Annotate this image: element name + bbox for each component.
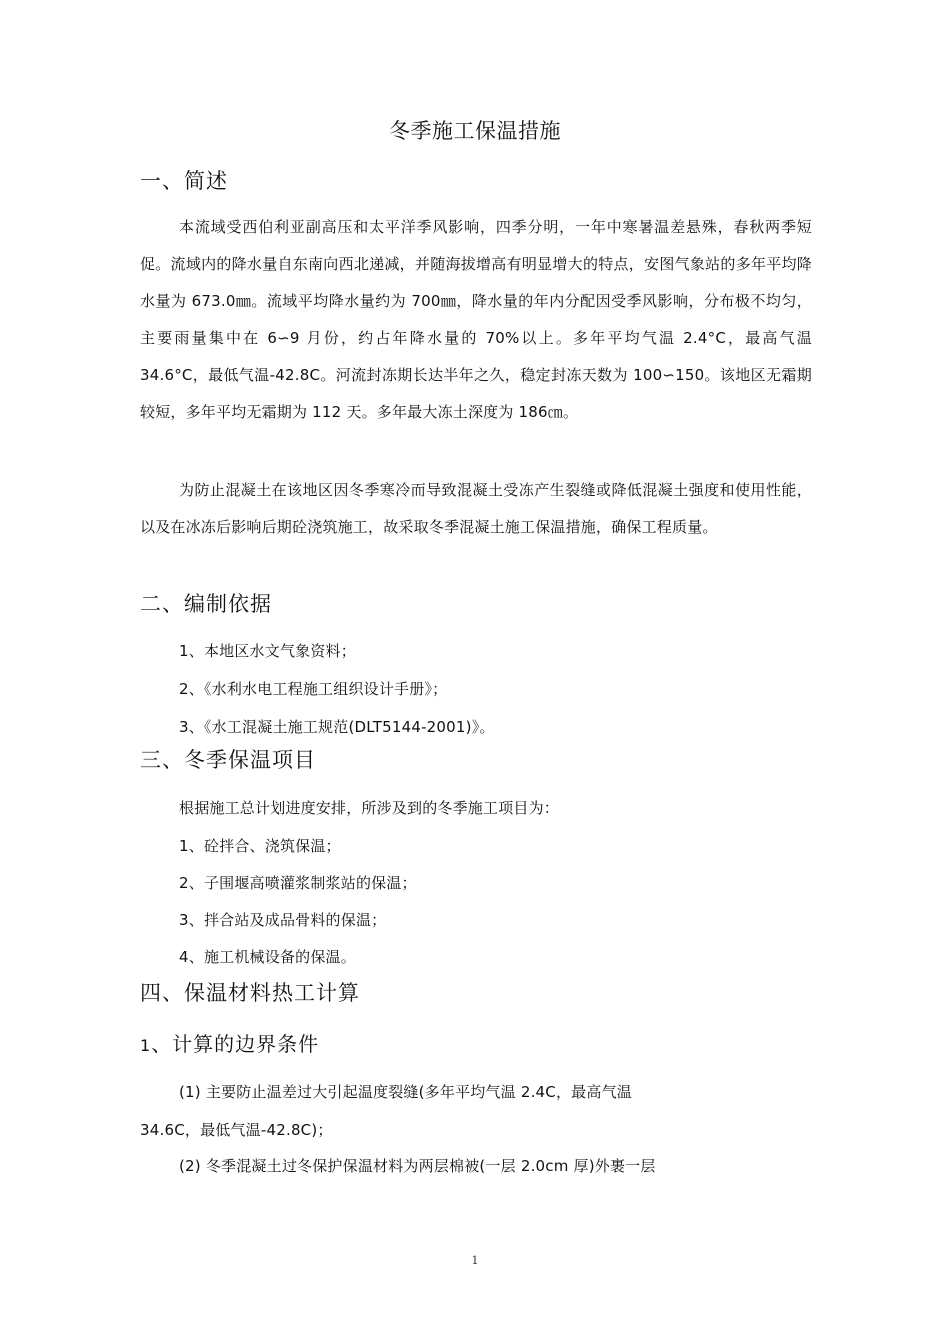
basis-item: 3、《水工混凝土施工规范(DLT5144-2001)》。 xyxy=(179,718,495,736)
winter-item: 1、砼拌合、浇筑保温； xyxy=(179,837,341,855)
boundary-condition-line: (1) 主要防止温差过大引起温度裂缝(多年平均气温 2.4C，最高气温 xyxy=(179,1083,632,1101)
section-heading-overview: 一、简述 xyxy=(140,169,228,193)
winter-item: 2、子围堰高喷灌浆制浆站的保温； xyxy=(179,874,417,892)
section-heading-basis: 二、编制依据 xyxy=(140,592,272,616)
document-title: 冬季施工保温措施 xyxy=(389,119,561,143)
boundary-condition-line: 34.6C，最低气温-42.8C)； xyxy=(140,1121,333,1139)
boundary-condition-line: (2) 冬季混凝土过冬保护保温材料为两层棉被(一层 2.0cm 厚)外裹一层 xyxy=(179,1157,656,1175)
subsection-number: 1 xyxy=(140,1036,152,1055)
page-number: 1 xyxy=(471,1254,479,1267)
subsection-heading-boundary-conditions xyxy=(140,1029,319,1061)
overview-paragraph-purpose: 为防止混凝土在该地区因冬季寒冷而导致混凝土受冻产生裂缝或降低混凝土强度和使用性能，以及在冰冻后影响后期砼浇筑施工，故采取冬季混凝土施工保温措施，确保工程质量。 xyxy=(140,481,812,536)
subsection-title: 、计算的边界条件 xyxy=(151,1032,320,1056)
winter-item: 4、施工机械设备的保温。 xyxy=(179,948,356,966)
section-heading-winter-items: 三、冬季保温项目 xyxy=(140,748,316,772)
winter-item: 3、拌合站及成品骨料的保温； xyxy=(179,911,387,929)
overview-paragraph-climate: 本流域受西伯利亚副高压和太平洋季风影响，四季分明，一年中寒暑温差悬殊，春秋两季短促。流域内的降水量自东南向西北递减，并随海拔增高有明显增大的特点，安图气象站的多年平均降水量为 673.0㎜。流域平均降水量约为 700㎜，降水量的年内分配因受季风影响，分布极不均匀，主要雨量集中在 6∽9 月份，约占年降水量的 70%以上。多年平均气温 2.4°C，最高气温 34.6°C，最低气温-42.8C。河流封冻期长达半年之久，稳定封冻天数为 100∽150。该地区无霜期较短，多年平均无霜期为 112 天。多年最大冻土深度为 186㎝。 xyxy=(140,218,812,421)
section-heading-thermal-calc: 四、保温材料热工计算 xyxy=(140,981,360,1005)
basis-item: 2、《水利水电工程施工组织设计手册》； xyxy=(179,680,448,698)
basis-item: 1、本地区水文气象资料； xyxy=(179,642,356,660)
winter-items-intro: 根据施工总计划进度安排，所涉及到的冬季施工项目为： xyxy=(179,799,560,817)
